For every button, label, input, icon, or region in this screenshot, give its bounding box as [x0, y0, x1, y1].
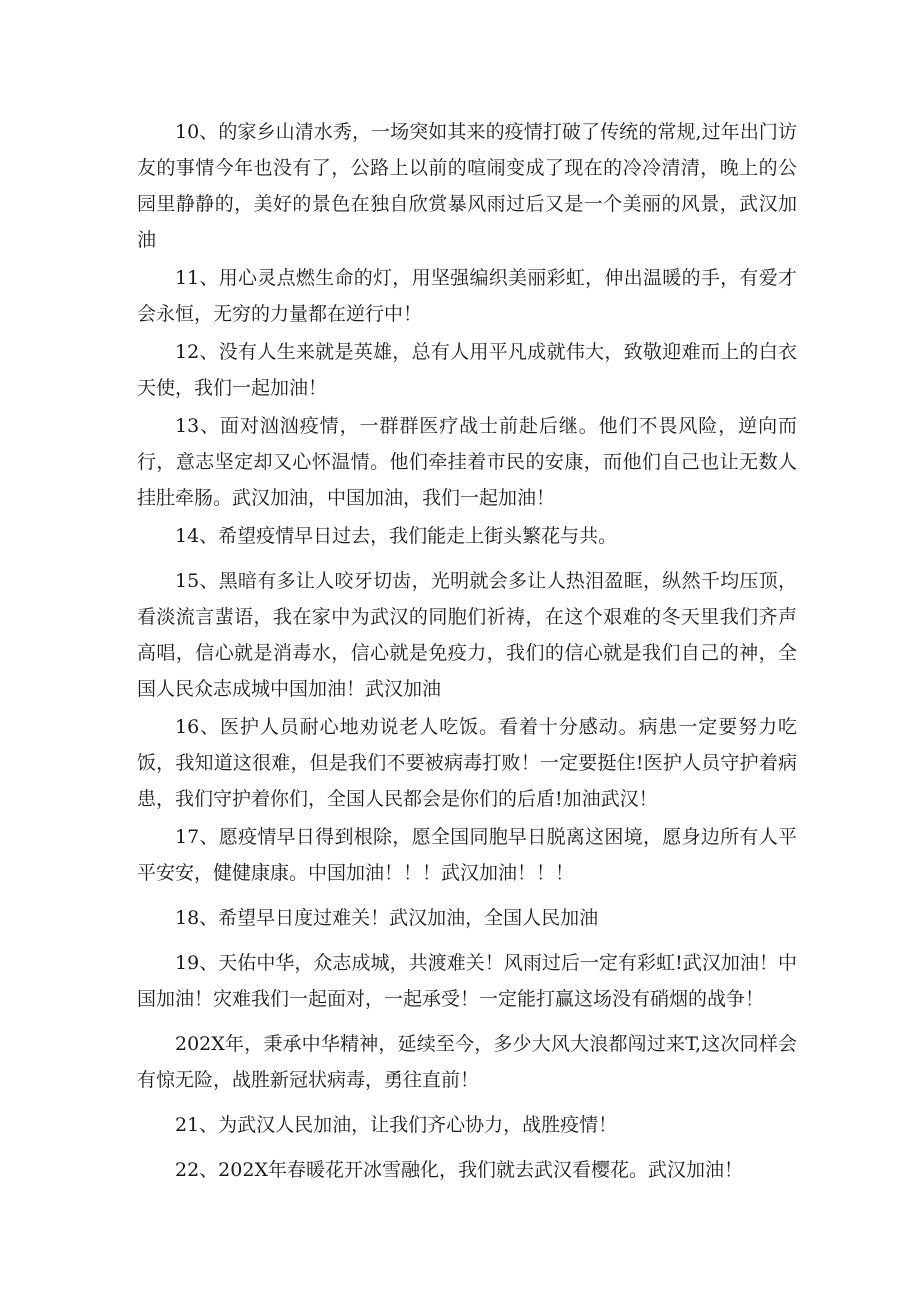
paragraph-13: 13、面对汹汹疫情，一群群医疗战士前赴后继。他们不畏风险，逆向而行，意志坚定却又心怀温情。他们牵挂着市民的安康，而他们自己也让无数人挂肚牵肠。武汉加油，中国加油，我们一起加油！	[137, 415, 797, 509]
paragraph-20: 202X年，秉承中华精神，延续至今，多少大风大浪都闯过来T,这次同样会有惊无险，战胜新冠状病毒，勇往直前！	[137, 1033, 797, 1091]
paragraph-14: 14、希望疫情早日过去，我们能走上街头繁花与共。	[175, 525, 618, 547]
paragraph-16: 16、医护人员耐心地劝说老人吃饭。看着十分感动。病患一定要努力吃饭，我知道这很难，但是我们不要被病毒打败！一定要挺住!医护人员守护着病患，我们守护着你们，全国人民都会是你们的后盾!加油武汉！	[137, 716, 797, 810]
paragraph-17: 17、愿疫情早日得到根除，愿全国同胞早日脱离这困境，愿身边所有人平平安安，健健康康。中国加油！！！武汉加油！！！	[137, 826, 797, 884]
paragraph-19: 19、天佑中华，众志成城，共渡难关！风雨过后一定有彩虹!武汉加油！中国加油！灾难我们一起面对，一起承受！一定能打赢这场没有硝烟的战争！	[137, 952, 797, 1010]
paragraph-22: 22、202X年春暖花开冰雪融化，我们就去武汉看樱花。武汉加油！	[175, 1159, 743, 1181]
paragraph-15: 15、黑暗有多让人咬牙切齿，光明就会多让人热泪盈眶，纵然千均压顶，看淡流言蜚语，我在家中为武汉的同胞们祈祷，在这个艰难的冬天里我们齐声高唱，信心就是消毒水，信心就是免疫力，我们的信心就是我们自己的神，全国人民众志成城中国加油！武汉加油	[137, 570, 797, 700]
paragraph-10: 10、的家乡山清水秀，一场突如其来的疫情打破了传统的常规,过年出门访友的事情今年也没有了，公路上以前的喧闹变成了现在的冷冷清清，晚上的公园里静静的，美好的景色在独自欣赏暴风雨过后又是一个美丽的风景，武汉加油	[137, 121, 797, 251]
document-body	[137, 114, 797, 1188]
paragraph-18: 18、希望早日度过难关！武汉加油，全国人民加油	[175, 907, 599, 929]
paragraph-11: 11、用心灵点燃生命的灯，用坚强编织美丽彩虹，伸出温暖的手，有爱才会永恒，无穷的力量都在逆行中！	[137, 267, 797, 325]
paragraph-21: 21、为武汉人民加油，让我们齐心协力，战胜疫情！	[175, 1114, 618, 1136]
paragraph-12: 12、没有人生来就是英雄，总有人用平凡成就伟大，致敬迎难而上的白衣天使，我们一起加油！	[137, 341, 797, 399]
